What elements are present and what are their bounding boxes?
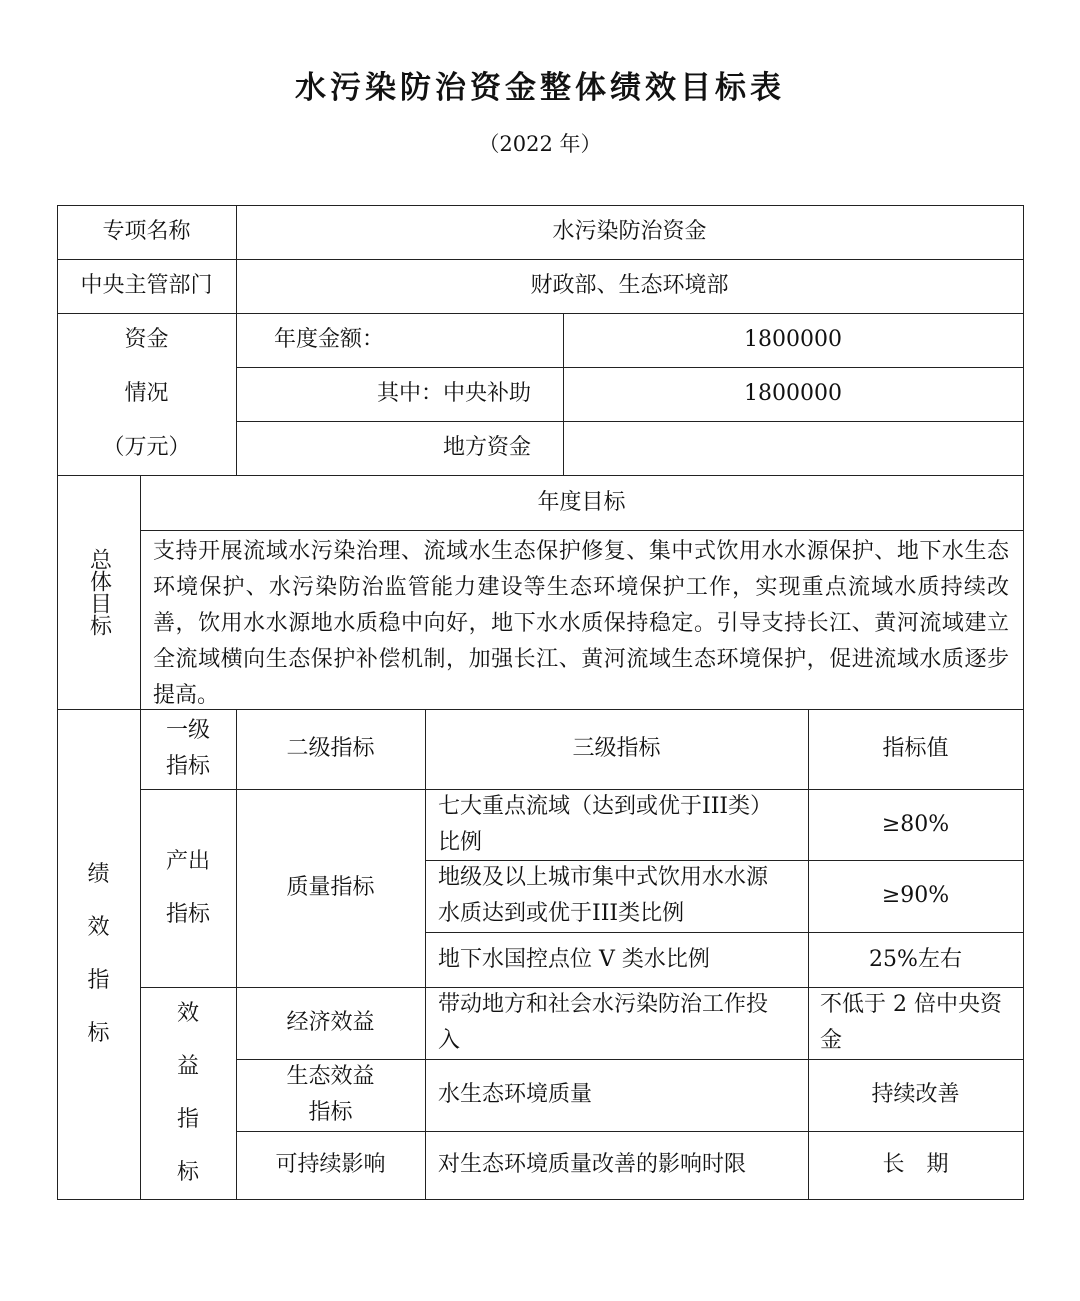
quality-indicator-label: 质量指标 [286,875,375,900]
output-indicator-label [140,789,236,987]
indicator-value: ≥80% [881,811,950,837]
table-row-level3 [425,860,808,932]
level3-line: 入 [438,1028,461,1053]
performance-label-char: 指 [87,968,110,993]
header-level3: 三级指标 [572,736,661,761]
department-value: 财政部、生态环境部 [530,273,729,298]
indicator-value: 25%左右 [869,946,962,972]
indicator-value: ≥90% [881,883,950,908]
value-line: 金 [820,1028,843,1053]
document-year: （2022 年） [478,132,602,156]
table-row-level3 [425,987,808,1059]
table-row-level3 [425,789,808,860]
header-level1 [140,709,236,789]
local-fund-value [563,421,1023,475]
fund-label-line: 资金 [124,327,169,352]
benefit-label-char: 效 [176,1001,199,1026]
benefit-label-char: 标 [176,1160,199,1185]
header-value: 指标值 [882,736,949,761]
level3-line: 七大重点流域（达到或优于III类） [438,794,773,819]
output-label-line: 产出 [165,849,210,874]
table-row-level3: 水生态环境质量 [438,1082,593,1107]
level3-line: 比例 [438,830,483,855]
level2-line: 指标 [308,1100,353,1125]
central-subsidy-label: 其中：中央补助 [376,381,531,406]
fund-label-line: （万元） [102,435,191,460]
benefit-label-char: 指 [176,1107,199,1132]
output-label-line: 指标 [165,902,210,927]
table-row-level3: 对生态环境质量改善的影响时限 [438,1152,747,1177]
project-name-value: 水污染防治资金 [552,219,707,244]
level2-line: 生态效益 [286,1064,375,1089]
indicator-value: 长 期 [882,1152,949,1177]
overall-goal-label-text: 总体目标 [86,548,112,636]
level2-label [236,1059,425,1131]
performance-label [57,709,140,1199]
overall-goal-label [57,475,140,709]
level2-label: 可持续影响 [275,1152,386,1177]
performance-label-char: 标 [87,1021,110,1046]
header-level1-line: 指标 [165,754,210,779]
indicator-value [808,987,1023,1059]
performance-label-char: 效 [87,915,110,940]
indicator-value: 持续改善 [871,1082,960,1107]
header-level2: 二级指标 [286,736,375,761]
project-name-label: 专项名称 [102,219,191,244]
level3-line: 地级及以上城市集中式饮用水水源 [438,865,769,890]
value-line: 不低于 2 倍中央资 [820,992,1002,1017]
fund-label-line: 情况 [124,381,169,406]
department-label: 中央主管部门 [80,273,213,298]
central-subsidy-value: 1800000 [744,381,842,406]
benefit-indicator-label [140,987,236,1199]
level2-label: 经济效益 [286,1010,375,1035]
annual-amount-value: 1800000 [744,327,842,352]
local-fund-label: 地方资金 [442,435,531,460]
annual-goal-header: 年度目标 [537,489,626,515]
table-row-level3: 地下水国控点位 V 类水比例 [438,946,710,972]
level3-line: 带动地方和社会水污染防治工作投 [438,992,769,1017]
document-title: 水污染防治资金整体绩效目标表 [295,70,785,106]
header-level1-line: 一级 [165,718,210,743]
level3-line: 水质达到或优于III类比例 [438,901,685,926]
fund-label [57,313,236,475]
annual-goal-text: 支持开展流域水污染治理、流域水生态保护修复、集中式饮用水水源保护、地下水生态环境保护、水污染防治监管能力建设等生态环境保护工作，实现重点流域水质持续改善，饮用水水源地水质稳中向好，地下水水质保持稳定。引导支持长江、黄河流域建立全流域横向生态保护补偿机制，加强长江、黄河流域生态环境保护，促进流域水质逐步提高。 [153,539,1009,708]
benefit-label-char: 益 [176,1054,199,1079]
annual-amount-label: 年度金额： [274,327,385,352]
performance-label-char: 绩 [87,862,110,887]
